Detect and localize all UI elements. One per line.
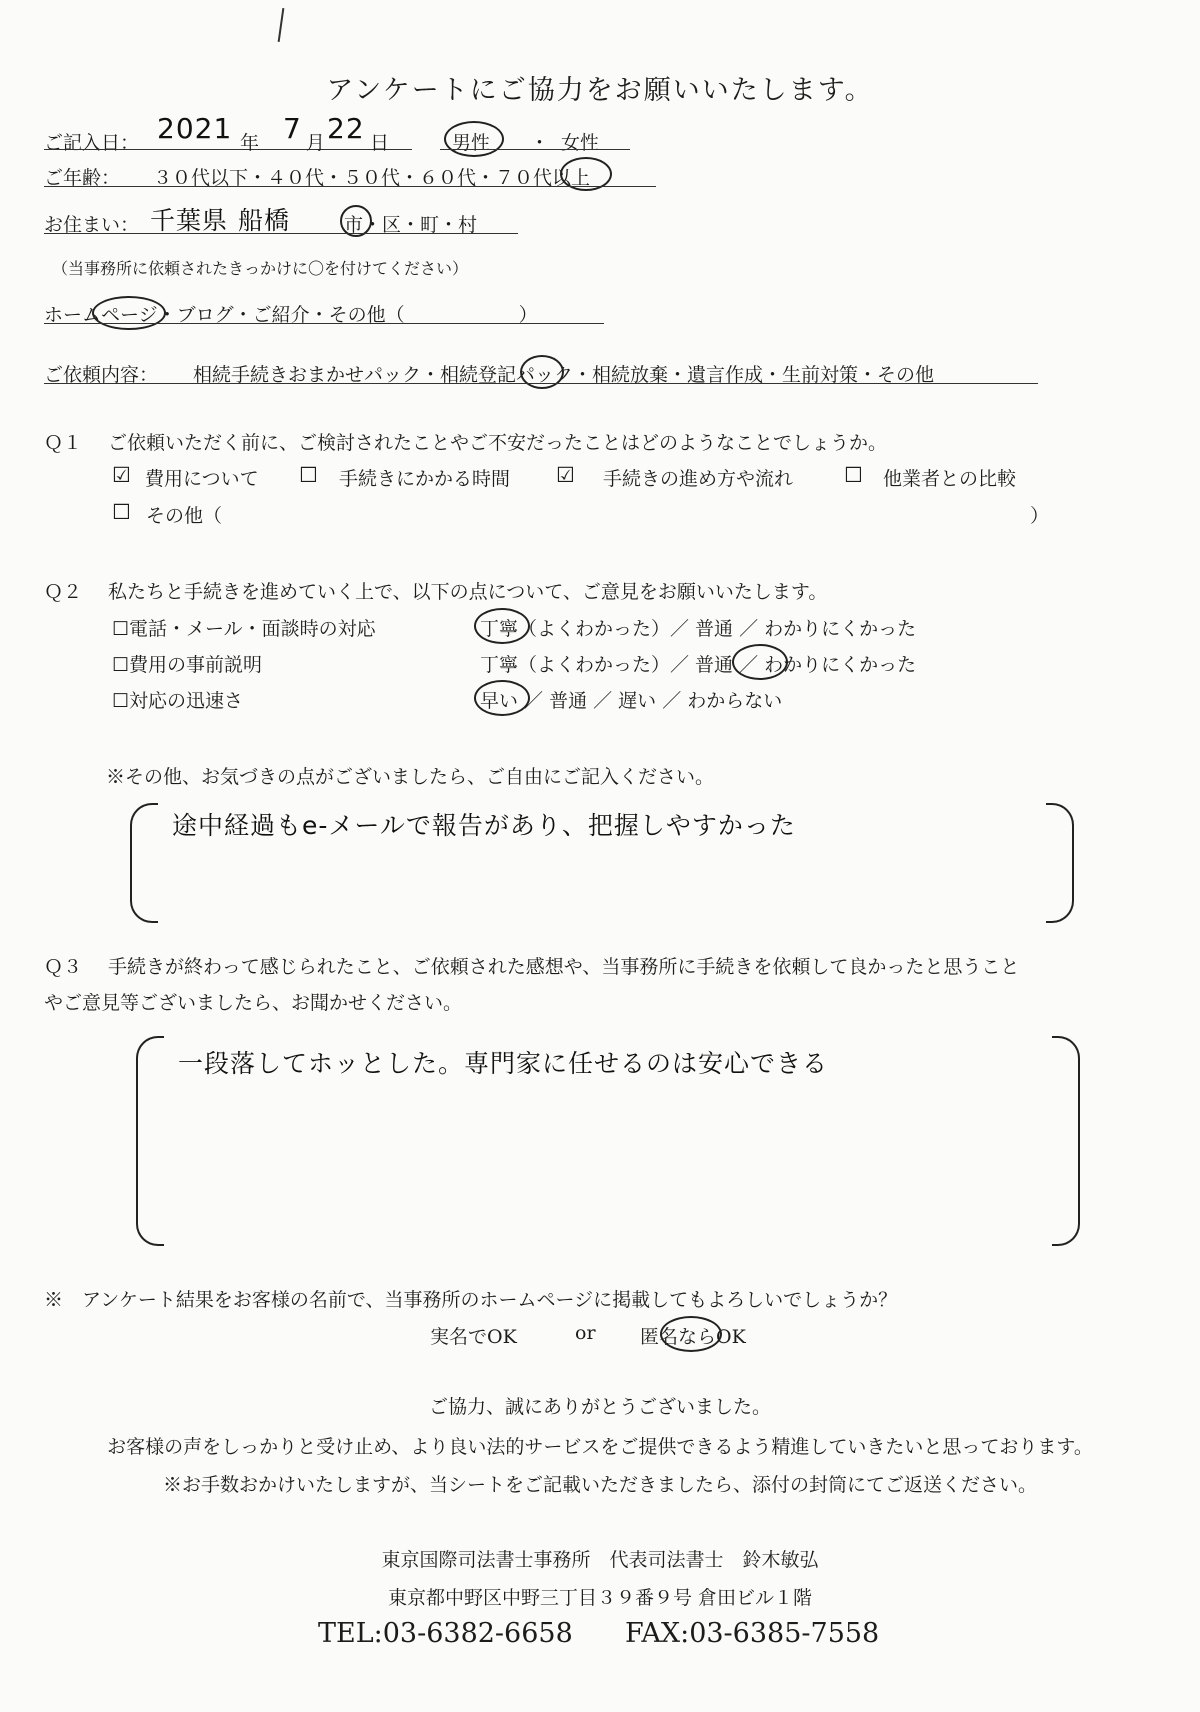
- q2-answer-bracket-left: [130, 803, 158, 923]
- publish-question: ※ アンケート結果をお客様の名前で、当事務所のホームページに掲載してもよろしいでしょうか？: [44, 1289, 898, 1311]
- q2-speed-fast-circle: [474, 680, 530, 716]
- publish-or: or: [575, 1322, 596, 1344]
- trigger-note: （当事務所に依頼されたきっかけに〇を付けてください）: [52, 259, 469, 278]
- footer-tel[interactable]: TEL:03-6382-6658: [318, 1618, 573, 1649]
- gender-separator: ・: [530, 132, 550, 154]
- entry-year-value[interactable]: 2021: [157, 112, 233, 145]
- gender-male-option[interactable]: 男性: [452, 132, 491, 154]
- age-label: ご年齢：: [44, 167, 121, 189]
- q3-answer-bracket-left: [136, 1036, 164, 1246]
- q2-row-fee-item: ☐費用の事前説明: [112, 654, 263, 676]
- q3-question-line2: やご意見等ございましたら、お聞かせください。: [44, 992, 463, 1014]
- q1-number: Ｑ１: [44, 432, 83, 454]
- q1-question: ご依頼いただく前に、ご検討されたことやご不安だったことはどのようなことでしょうか。: [108, 432, 888, 454]
- q3-answer-bracket-right: [1052, 1036, 1080, 1246]
- q1-other-checkbox[interactable]: ☐: [112, 500, 131, 524]
- q1-cost-label: 費用について: [145, 468, 259, 490]
- q2-number: Ｑ２: [44, 581, 83, 603]
- age-underline: [44, 185, 656, 187]
- address-city[interactable]: 船橋: [238, 206, 291, 235]
- publish-option-anon[interactable]: 匿名ならOK: [640, 1326, 746, 1348]
- closing-commitment: お客様の声をしっかりと受け止め、より良い法的サービスをご提供できるよう精進していきたいと思っております。: [107, 1436, 1093, 1458]
- entry-month-unit: 月: [306, 132, 326, 154]
- entry-month-value[interactable]: 7: [283, 112, 302, 145]
- trigger-underline: [44, 322, 604, 324]
- q1-time-checkbox[interactable]: ☐: [299, 463, 318, 487]
- q1-cost-checkbox[interactable]: ☑: [112, 463, 131, 487]
- trigger-homepage-circle: [92, 296, 166, 330]
- address-label: お住まい：: [44, 214, 140, 236]
- trigger-options[interactable]: ホームページ・ブログ・ご紹介・その他（ ）: [44, 304, 538, 326]
- q2-row-contact-choices[interactable]: 丁寧（よくわかった）／ 普通 ／ わかりにくかった: [480, 618, 917, 640]
- q1-compare-label: 他業者との比較: [883, 468, 1017, 490]
- address-units[interactable]: 市・区・町・村: [344, 214, 478, 236]
- entry-date-label: ご記入日：: [44, 132, 140, 154]
- q2-other-prompt: ※その他、お気づきの点がございましたら、ご自由にご記入ください。: [106, 766, 715, 788]
- publish-option-real[interactable]: 実名でOK: [430, 1326, 517, 1348]
- q1-other-close: ）: [1030, 505, 1050, 527]
- q2-fee-normal-circle: [732, 644, 788, 680]
- footer-fax: FAX:03-6385-7558: [625, 1618, 880, 1649]
- address-underline: [44, 232, 518, 234]
- q2-answer-bracket-right: [1046, 803, 1074, 923]
- q1-time-label: 手続きにかかる時間: [339, 468, 511, 490]
- address-prefecture[interactable]: 千葉県: [150, 206, 229, 235]
- request-label: ご依頼内容：: [44, 364, 159, 386]
- q2-other-answer[interactable]: 途中経過もe-メールで報告があり、把握しやすかった: [172, 811, 796, 840]
- closing-thanks: ご協力、誠にありがとうございました。: [428, 1396, 771, 1418]
- closing-return-note: ※お手数おかけいたしますが、当シートをご記載いただきましたら、添付の封筒にてご返送ください。: [162, 1474, 1037, 1496]
- publish-anon-circle: [660, 1316, 722, 1352]
- entry-day-unit: 日: [370, 132, 390, 154]
- q2-question: 私たちと手続きを進めていく上で、以下の点について、ご意見をお願いいたします。: [108, 581, 828, 603]
- q2-contact-polite-circle: [474, 608, 530, 644]
- q3-question-line1: 手続きが終わって感じられたこと、ご依頼された感想や、当事務所に手続きを依頼して良かったと思うこと: [108, 956, 1020, 978]
- q3-answer[interactable]: 一段落してホッとした。専門家に任せるのは安心できる: [178, 1049, 829, 1078]
- entry-date-underline: [44, 148, 412, 150]
- q1-other-label: その他（: [146, 505, 223, 527]
- gender-male-circle: [444, 121, 504, 157]
- q3-number: Ｑ３: [44, 956, 83, 978]
- request-underline: [44, 382, 1038, 384]
- q2-row-speed-item: ☐対応の迅速さ: [112, 690, 244, 712]
- q2-row-contact-item: ☐電話・メール・面談時の対応: [112, 618, 376, 640]
- survey-title: アンケートにご協力をお願いいたします。: [326, 75, 874, 106]
- footer-office: 東京国際司法書士事務所 代表司法書士 鈴木敏弘: [381, 1549, 819, 1571]
- q1-compare-checkbox[interactable]: ☐: [844, 463, 863, 487]
- q1-process-label: 手続きの進め方や流れ: [603, 468, 794, 490]
- entry-year-unit: 年: [240, 132, 260, 154]
- gender-underline: [440, 148, 630, 150]
- gender-female-option[interactable]: 女性: [561, 132, 600, 154]
- age-options[interactable]: ３０代以下・４０代・５０代・６０代・７０代以上: [153, 167, 591, 189]
- q2-row-speed-choices[interactable]: 早い ／ 普通 ／ 遅い ／ わからない: [480, 690, 783, 712]
- request-options[interactable]: 相続手続きおまかせパック・相続登記パック・相続放棄・遺言作成・生前対策・その他: [193, 364, 935, 386]
- q2-row-fee-choices[interactable]: 丁寧（よくわかった）／ 普通 ／ わかりにくかった: [480, 654, 917, 676]
- pen-scratch-mark: [278, 8, 285, 42]
- footer-address: 東京都中野区中野三丁目３９番９号 倉田ビル１階: [387, 1587, 813, 1609]
- q1-process-checkbox[interactable]: ☑: [556, 463, 575, 487]
- entry-day-value[interactable]: 22: [327, 112, 365, 145]
